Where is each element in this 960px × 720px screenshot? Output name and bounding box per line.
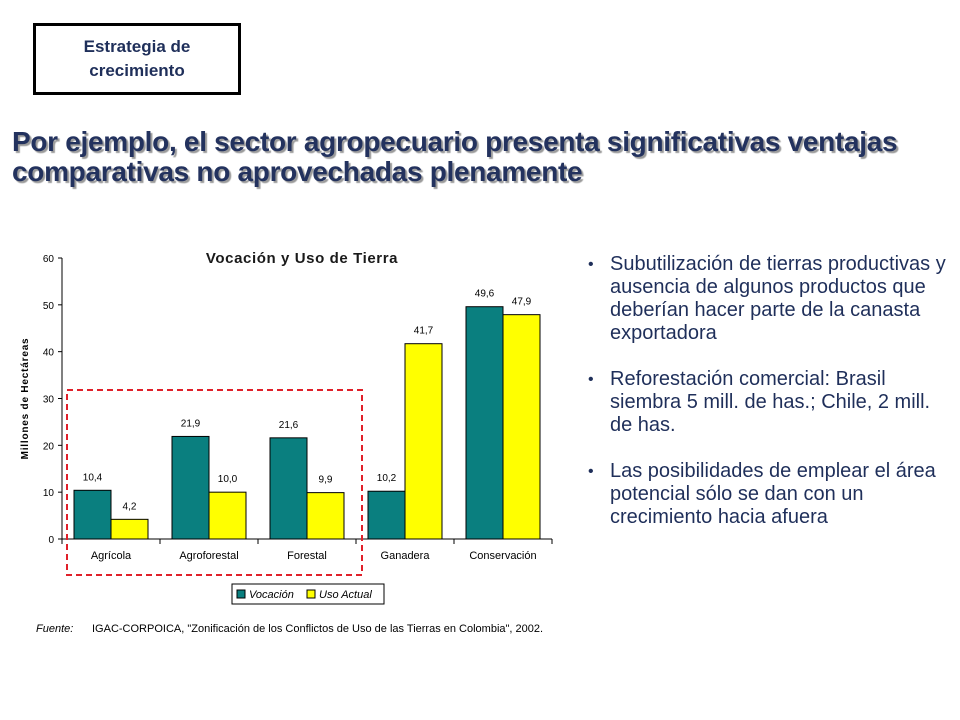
y-tick-label: 40	[42, 347, 54, 359]
y-tick-label: 0	[48, 535, 54, 546]
slide-headline: Por ejemplo, el sector agropecuario presenta significativas ventajas comparativas no aprovechadas plenamente	[12, 126, 898, 187]
bar-vocacion	[172, 436, 209, 539]
legend-label: Uso Actual	[319, 589, 372, 601]
x-tick-label: Ganadera	[380, 550, 430, 562]
bullet-list	[588, 253, 948, 552]
bar-uso-actual	[111, 519, 148, 539]
y-tick-label: 10	[42, 488, 54, 500]
source-text: IGAC-CORPOICA, "Zonificación de los Conflictos de Uso de las Tierras en Colombia", 2002.	[92, 623, 544, 635]
bar-value-label: 10,4	[82, 472, 103, 484]
bar-vocacion	[74, 490, 111, 539]
y-tick-label: 20	[42, 441, 54, 453]
x-tick-label: Agrícola	[90, 550, 132, 562]
bar-value-label: 10,0	[217, 474, 238, 486]
bar-value-label: 49,6	[474, 288, 495, 300]
bar-value-label: 47,9	[511, 296, 532, 308]
bar-vocacion	[466, 307, 503, 539]
source-label: Fuente:	[36, 623, 74, 635]
legend-swatch	[307, 590, 315, 598]
bullet-item: • Las posibilidades de emplear el área potencial sólo se dan con un crecimiento hacia afuera	[588, 460, 948, 529]
bar-uso-actual	[503, 315, 540, 539]
source-note	[36, 622, 576, 636]
bar-chart	[0, 235, 570, 655]
bar-value-label: 21,6	[278, 419, 299, 431]
bar-value-label: 41,7	[413, 325, 434, 337]
x-tick-label: Conservación	[469, 550, 537, 562]
x-tick-label: Agroforestal	[179, 550, 239, 562]
bullet-item: • Subutilización de tierras productivas y ausencia de algunos productos que deberían hacer parte de la canasta exportadora	[588, 253, 948, 345]
legend-swatch	[237, 590, 245, 598]
y-tick-label: 50	[42, 300, 54, 312]
section-tag-label: Estrategia de crecimiento	[83, 37, 191, 80]
chart-title: Vocación y Uso de Tierra	[205, 250, 399, 267]
bar-value-label: 9,9	[318, 474, 333, 486]
x-tick-label: Forestal	[287, 550, 327, 562]
bar-uso-actual	[405, 344, 442, 539]
bar-value-label: 4,2	[122, 501, 137, 513]
legend-label: Vocación	[249, 589, 294, 601]
bar-vocacion	[270, 438, 307, 539]
chart-container	[0, 235, 570, 655]
bar-vocacion	[368, 491, 405, 539]
y-axis-label: Millones de Hectáreas	[20, 337, 31, 460]
bar-uso-actual	[307, 493, 344, 539]
bar-value-label: 10,2	[376, 473, 397, 485]
bar-value-label: 21,9	[180, 418, 201, 430]
y-tick-label: 60	[42, 254, 54, 265]
bar-uso-actual	[209, 492, 246, 539]
y-tick-label: 30	[42, 394, 54, 406]
bullet-item: • Reforestación comercial: Brasil siembra 5 mill. de has.; Chile, 2 mill. de has.	[588, 368, 948, 437]
section-tag	[33, 23, 241, 95]
